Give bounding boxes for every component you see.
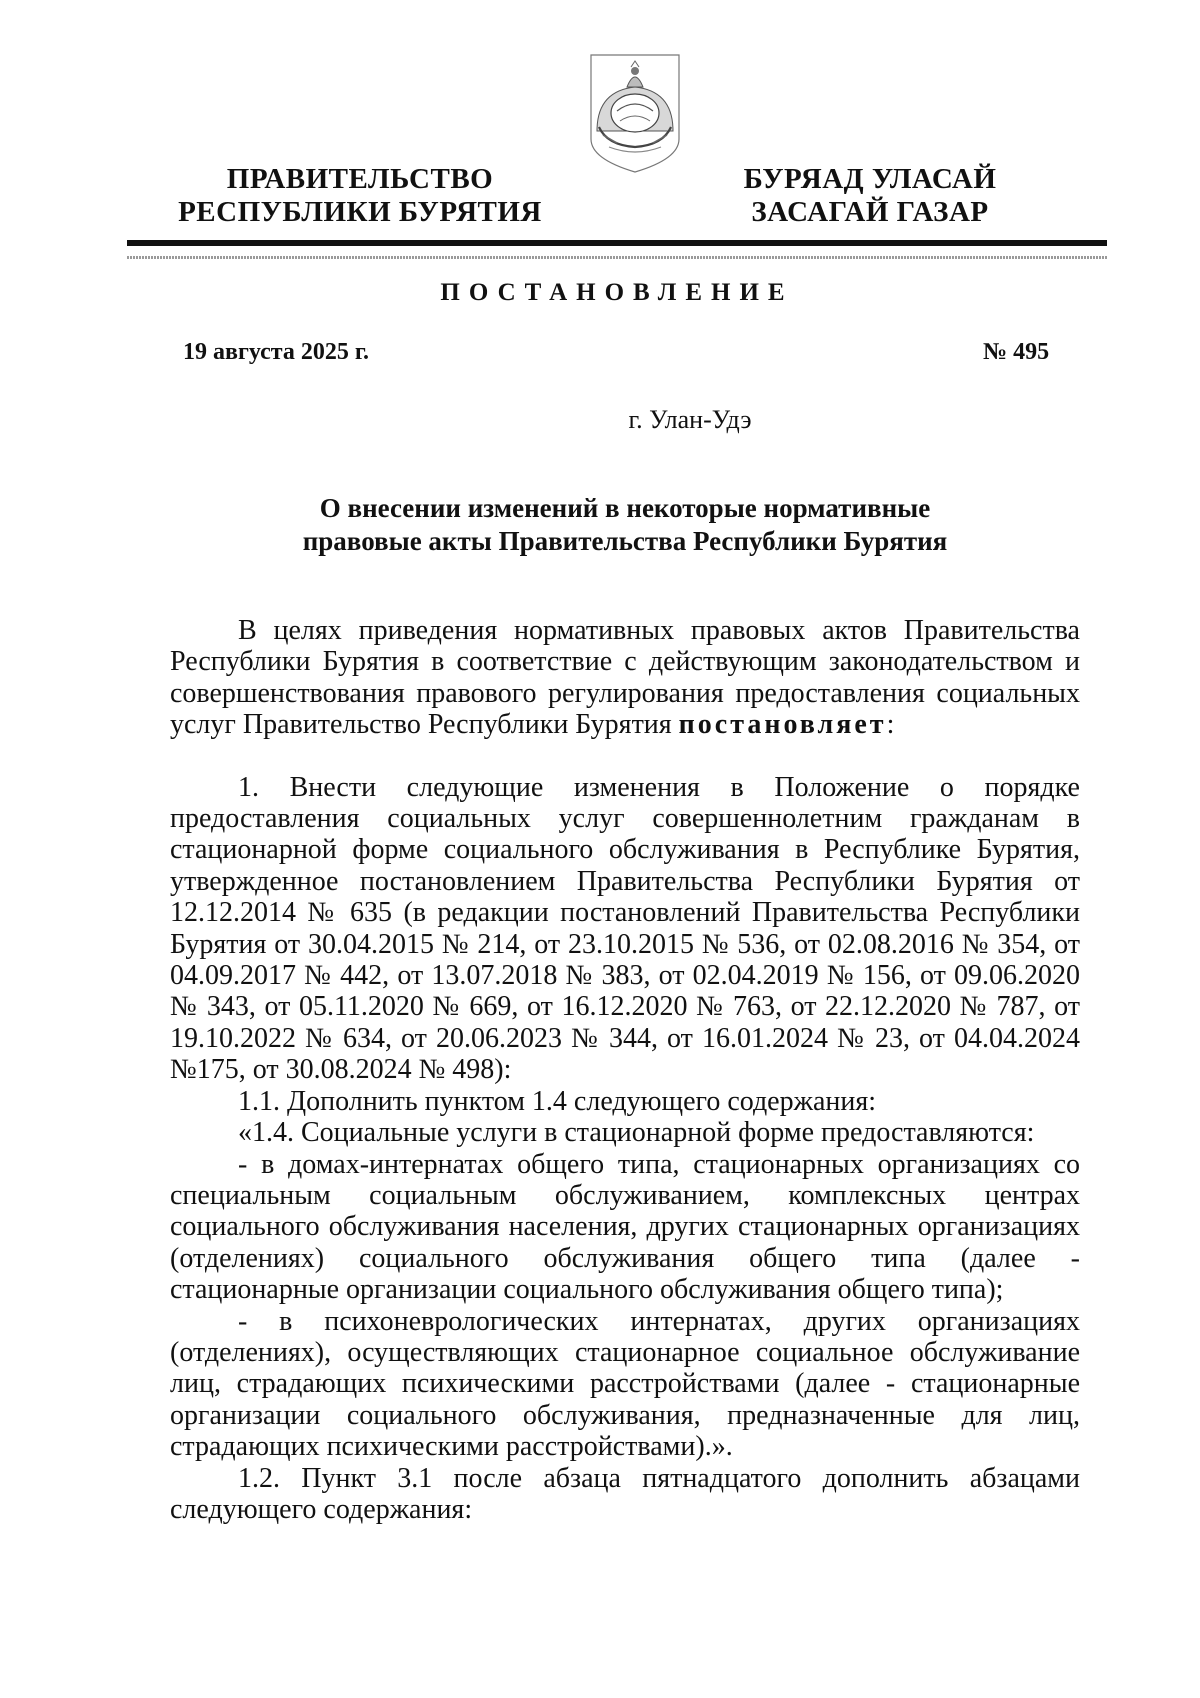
paragraph-1-2: 1.2. Пункт 3.1 после абзаца пятнадцатого дополнить абзацами следующего содержания: bbox=[170, 1462, 1080, 1525]
government-name-russian bbox=[170, 163, 550, 229]
coat-of-arms-icon bbox=[587, 53, 683, 174]
paragraph-1-1: 1.1. Дополнить пунктом 1.4 следующего содержания: bbox=[238, 1085, 877, 1117]
document-body bbox=[170, 615, 1080, 1525]
government-name-buryat-line-2: ЗАСАГАЙ ГАЗАР bbox=[751, 196, 989, 228]
document-city: г. Улан-Удэ bbox=[628, 405, 752, 434]
list-item-general-organizations: - в домах-интернатах общего типа, стационарных организациях со специальным социальным обслуживанием, комплексных центрах социального обслуживания населения, других стационарных организациях (отделениях) социального обслуживания общего типа (далее - стационарные организации социального обслуживания общего типа); bbox=[170, 1148, 1080, 1306]
government-name-line-1: ПРАВИТЕЛЬСТВО bbox=[226, 163, 494, 195]
header-divider-thick bbox=[127, 240, 1107, 246]
government-name-buryat-line-1: БУРЯАД УЛАСАЙ bbox=[743, 163, 997, 195]
resolves-word: постановляет bbox=[678, 709, 887, 741]
document-type: ПОСТАНОВЛЕНИЕ bbox=[440, 279, 794, 306]
paragraph-1-4: «1.4. Социальные услуги в стационарной форме предоставляются: bbox=[238, 1117, 1035, 1149]
government-name-buryat bbox=[720, 163, 1020, 229]
document-title-line-1: О внесении изменений в некоторые нормативные bbox=[319, 493, 931, 523]
paragraph-1: 1. Внести следующие изменения в Положение о порядке предоставления социальных услуг совершеннолетним гражданам в стационарной форме социального обслуживания в Республике Бурятия, утвержденное постановлением Правительства Республики Бурятия от 12.12.2014 № 635 (в редакции постановлений Правительства Республики Бурятия от 30.04.2015 № 214, от 23.10.2015 № 536, от 02.08.2016 № 354, от 04.09.2017 № 442, от 13.07.2018 № 383, от 02.04.2019 № 156, от 09.06.2020 № 343, от 05.11.2020 № 669, от 16.12.2020 № 763, от 22.12.2020 № 787, от 19.10.2022 № 634, от 20.06.2023 № 344, от 16.01.2024 № 23, от 04.04.2024 №175, от 30.08.2024 № 498): bbox=[170, 771, 1080, 1086]
preamble-paragraph bbox=[170, 615, 1080, 741]
preamble-text: В целях приведения нормативных правовых актов Правительства Республики Бурятия в соответствие с действующим законодательством и совершенствования правового регулирования предоставления социальных услуг Правительство Республики Бурятия bbox=[170, 615, 1080, 741]
document-number: № 495 bbox=[983, 339, 1050, 365]
header-divider-thin bbox=[127, 256, 1107, 259]
document-title-line-2: правовые акты Правительства Республики Бурятия bbox=[302, 526, 948, 556]
document-title bbox=[200, 492, 1050, 558]
list-item-psychoneurological-organizations: - в психоневрологических интернатах, других организациях (отделениях), осуществляющих стационарное социальное обслуживание лиц, страдающих психическими расстройствами (далее - стационарные организации социального обслуживания, предназначенные для лиц, страдающих психическими расстройствами).». bbox=[170, 1305, 1080, 1463]
document-date: 19 августа 2025 г. bbox=[183, 339, 370, 365]
government-name-line-2: РЕСПУБЛИКИ БУРЯТИЯ bbox=[178, 196, 542, 228]
preamble-end: : bbox=[886, 709, 895, 741]
